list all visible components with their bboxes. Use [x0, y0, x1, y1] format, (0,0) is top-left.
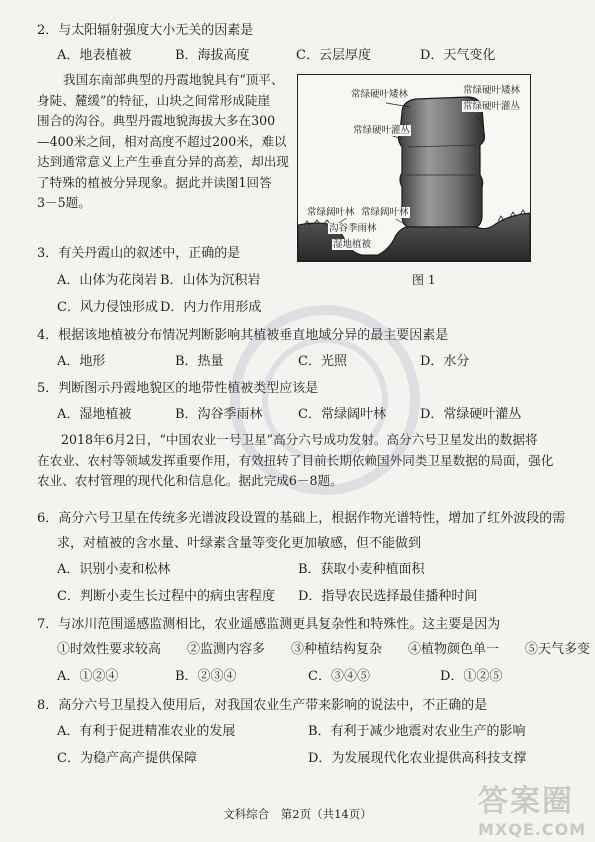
label-top-right-1: 常绿硬叶矮林 — [463, 85, 521, 96]
q2-option-a[interactable]: A．地表植被 — [57, 48, 132, 63]
logo-url: MXQE.COM — [478, 820, 587, 839]
figure-1-caption: 图 1 — [412, 273, 436, 287]
q2-option-c[interactable]: C．云层厚度 — [296, 48, 371, 63]
label-bottom-2: 常绿阔叶林 — [361, 207, 409, 218]
label-bottom-4: 湿地植被 — [333, 239, 372, 250]
q3-option-c[interactable]: C．风力侵蚀形成 — [57, 300, 158, 315]
question-6-stem-line-2: 求，对植被的含水量、叶绿素含量等变化更加敏感，但不能做到 — [57, 536, 422, 551]
watermark-stamp — [200, 300, 450, 500]
passage-line: 农业、农村管理的现代化和信息化。据此完成6－8题。 — [37, 473, 343, 488]
question-5-stem: 5．判断图示丹霞地貌区的地带性植被类型应该是 — [37, 381, 319, 396]
q2-option-d[interactable]: D．天气变化 — [420, 48, 496, 63]
q8-option-d[interactable]: D．为发展现代化农业提供高科技支撑 — [308, 751, 527, 766]
label-bottom-3: 沟谷季雨林 — [329, 223, 377, 234]
label-bottom-1: 常绿阔叶林 — [307, 207, 355, 218]
rock-pillar — [398, 97, 484, 227]
logo-text: 答案圈 — [478, 784, 574, 819]
page-footer: 文科综合 第2页（共14页） — [223, 807, 372, 821]
passage-line: 2018年6月2日，“中国农业一号卫星”高分六号成功发射。高分六号卫星发出的数据将 — [61, 432, 538, 447]
question-2-stem: 2．与太阳辐射强度大小无关的因素是 — [37, 23, 254, 38]
passage-line: —400米之间，相对高度不超过200米，难以 — [37, 133, 287, 149]
q6-option-b[interactable]: B．获取小麦种植面积 — [298, 562, 425, 577]
q3-option-a[interactable]: A．山体为花岗岩 — [57, 273, 158, 288]
passage-line: 了特殊的植被分异现象。据此并读图1回答 — [37, 174, 272, 190]
label-top-right-2: 常绿硬叶灌丛 — [463, 101, 521, 112]
passage-danxia — [37, 70, 289, 214]
q7-option-c[interactable]: C．③④⑤ — [308, 669, 370, 684]
q7-option-a[interactable]: A．①②④ — [57, 669, 119, 684]
q6-option-d[interactable]: D．指导农民选择最佳播种时间 — [298, 589, 478, 604]
q4-option-c[interactable]: C．光照 — [298, 354, 347, 369]
q8-option-c[interactable]: C．为稳产高产提供保障 — [57, 751, 197, 766]
q5-option-a[interactable]: A．湿地植被 — [57, 407, 132, 422]
label-top-left: 常绿硬叶矮林 — [351, 89, 409, 100]
question-3-stem: 3．有关丹霞山的叙述中，正确的是 — [37, 246, 241, 261]
q8-option-a[interactable]: A．有利于促进精准农业的发展 — [57, 724, 236, 739]
q7-option-b[interactable]: B．②③④ — [175, 669, 237, 684]
q4-option-b[interactable]: B．热量 — [175, 354, 224, 369]
q5-option-b[interactable]: B．沟谷季雨林 — [175, 407, 263, 422]
figure-1-danxia-vegetation — [297, 74, 531, 262]
passage-line: 围合的沟谷。典型丹霞地貌海拔大多在300 — [37, 113, 276, 128]
q5-option-c[interactable]: C．常绿阔叶林 — [298, 407, 386, 422]
question-6-stem-line-1: 6．高分六号卫星在传统多光谱波段设置的基础上，根据作物光谱特性，增加了红外波段的需 — [37, 511, 566, 526]
passage-line: 达到通常意义上产生垂直分异的高差，却出现 — [37, 154, 289, 169]
question-8-stem: 8．高分六号卫星投入使用后，对我国农业生产带来影响的说法中，不正确的是 — [37, 698, 488, 713]
site-logo — [478, 776, 590, 838]
q4-option-d[interactable]: D．水分 — [420, 354, 470, 369]
q3-option-b[interactable]: B．山体为沉积岩 — [160, 273, 261, 288]
question-7-stem: 7．与冰川范围遥感监测相比，农业遥感监测更具复杂性和特殊性。这主要是因为 — [37, 617, 501, 632]
q7-option-d[interactable]: D．①②⑤ — [440, 669, 503, 684]
q3-option-d[interactable]: D．内力作用形成 — [160, 300, 262, 315]
q2-option-b[interactable]: B．海拔高度 — [175, 48, 250, 63]
passage-line: 3－5题。 — [37, 195, 91, 210]
question-4-stem: 4．根据该地植被分布情况判断影响其植被垂直地域分异的最主要因素是 — [37, 328, 449, 343]
q8-option-b[interactable]: B．有利于减少地震对农业生产的影响 — [308, 724, 526, 739]
q4-option-a[interactable]: A．地形 — [57, 354, 106, 369]
passage-line: 在农业、农村等领域发挥重要作用，有效扭转了目前长期依赖国外同类卫星数据的局面，强化 — [37, 452, 554, 468]
passage-line: 身陡、麓缓”的特征，山块之间常形成陡崖 — [37, 92, 271, 108]
q6-option-a[interactable]: A．识别小麦和松林 — [57, 562, 171, 577]
label-middle: 常绿硬叶灌丛 — [353, 125, 411, 136]
question-7-items: ①时效性要求较高 ②监测内容多 ③种植结构复杂 ④植物颜色单一 ⑤天气多变 — [57, 642, 591, 657]
q5-option-d[interactable]: D．常绿硬叶灌丛 — [420, 407, 522, 422]
q6-option-c[interactable]: C．判断小麦生长过程中的病虫害程度 — [57, 589, 275, 604]
passage-line: 我国东南部典型的丹霞地貌具有“顶平、 — [63, 72, 284, 87]
